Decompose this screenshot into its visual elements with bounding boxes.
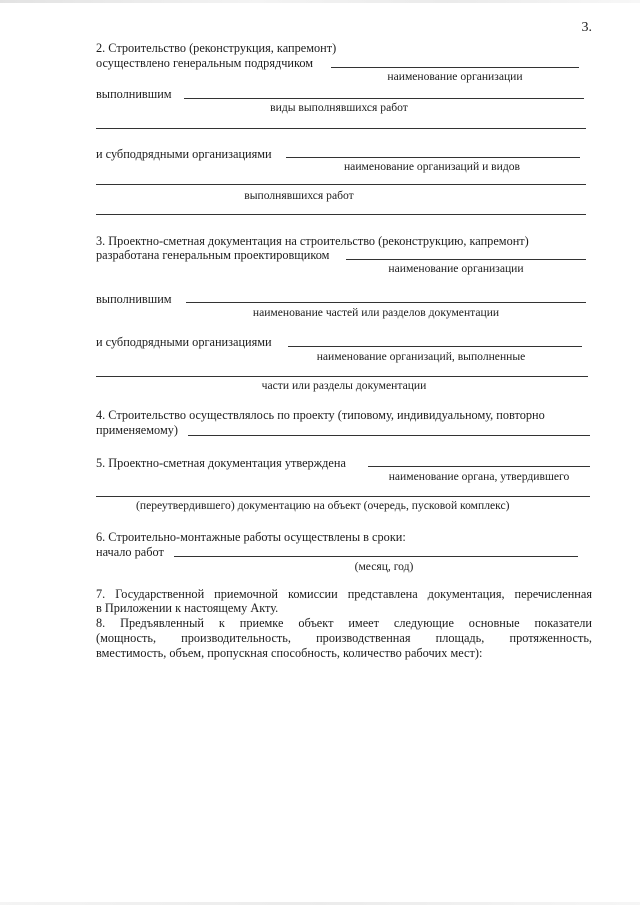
caption-month-year: (месяц, год) (354, 560, 414, 573)
caption-orgs-and-kinds: наименование организаций и видов (343, 160, 521, 173)
section-7-line-1: 7. Государственной приемочной комиссии представлена документация, перечисленная (96, 587, 592, 601)
section-6-start-label: начало работ (96, 545, 164, 559)
section-8-line-2: (мощность, производительность, производственная площадь, протяженность, (96, 631, 592, 645)
performed-works-line (184, 98, 584, 99)
section-7-line-2: в Приложении к настоящему Акту. (96, 601, 279, 615)
design-subcontractors-continuation-line (96, 376, 588, 377)
caption-org-name: наименование организации (387, 70, 523, 83)
works-done-line (96, 214, 586, 215)
subcontractors-continuation-line (96, 184, 586, 185)
caption-orgs-performed: наименование организаций, выполненные (316, 350, 526, 363)
caption-doc-parts-2: части или разделы документации (261, 379, 427, 392)
subcontractors-line (286, 157, 580, 158)
section-3-heading: 3. Проектно-сметная документация на строительство (реконструкцию, капремонт) (96, 234, 529, 248)
gen-designer-line (346, 259, 586, 260)
approval-continuation-line (96, 496, 590, 497)
section-3-subcontractors-label: и субподрядными организациями (96, 335, 272, 349)
caption-approving-organ: наименование органа, утвердившего (388, 470, 570, 483)
section-4-line-1: 4. Строительство осуществлялось по проекту (типовому, индивидуальному, повторно (96, 408, 545, 422)
start-date-line (174, 556, 578, 557)
design-subcontractors-line (288, 346, 582, 347)
section-4-line-2: применяемому) (96, 423, 178, 437)
section-8-line-1: 8. Предъявленный к приемке объект имеет следующие основные показатели (96, 616, 592, 630)
works-continuation-line (96, 128, 586, 129)
scan-edge-top (0, 0, 640, 3)
section-3-performed-label: выполнившим (96, 292, 172, 306)
section-5-line-1: 5. Проектно-сметная документация утверждена (96, 456, 346, 470)
caption-reapproved: (переутвердившего) документацию на объект (очередь, пусковой комплекс) (136, 499, 510, 512)
section-2-gen-contractor-label: осуществлено генеральным подрядчиком (96, 56, 314, 70)
section-2-performed-label: выполнившим (96, 87, 172, 101)
caption-designer-org: наименование организации (388, 262, 524, 275)
documentation-parts-line (186, 302, 586, 303)
project-type-line (188, 435, 590, 436)
section-2-subcontractors-label: и субподрядными организациями (96, 147, 272, 161)
approved-by-line (368, 466, 590, 467)
section-3-gen-designer-label: разработана генеральным проектировщиком (96, 248, 330, 262)
caption-doc-parts: наименование частей или разделов документации (252, 306, 500, 319)
section-2-heading: 2. Строительство (реконструкция, капремонт) (96, 41, 337, 55)
caption-works-done: выполнявшихся работ (244, 189, 354, 202)
gen-contractor-line (331, 67, 579, 68)
section-8-line-3: вместимость, объем, пропускная способность, количество рабочих мест): (96, 646, 483, 660)
caption-works-kinds: виды выполнявшихся работ (270, 101, 408, 114)
page-number: 3. (581, 20, 592, 35)
section-6-line-1: 6. Строительно-монтажные работы осуществлены в сроки: (96, 530, 406, 544)
